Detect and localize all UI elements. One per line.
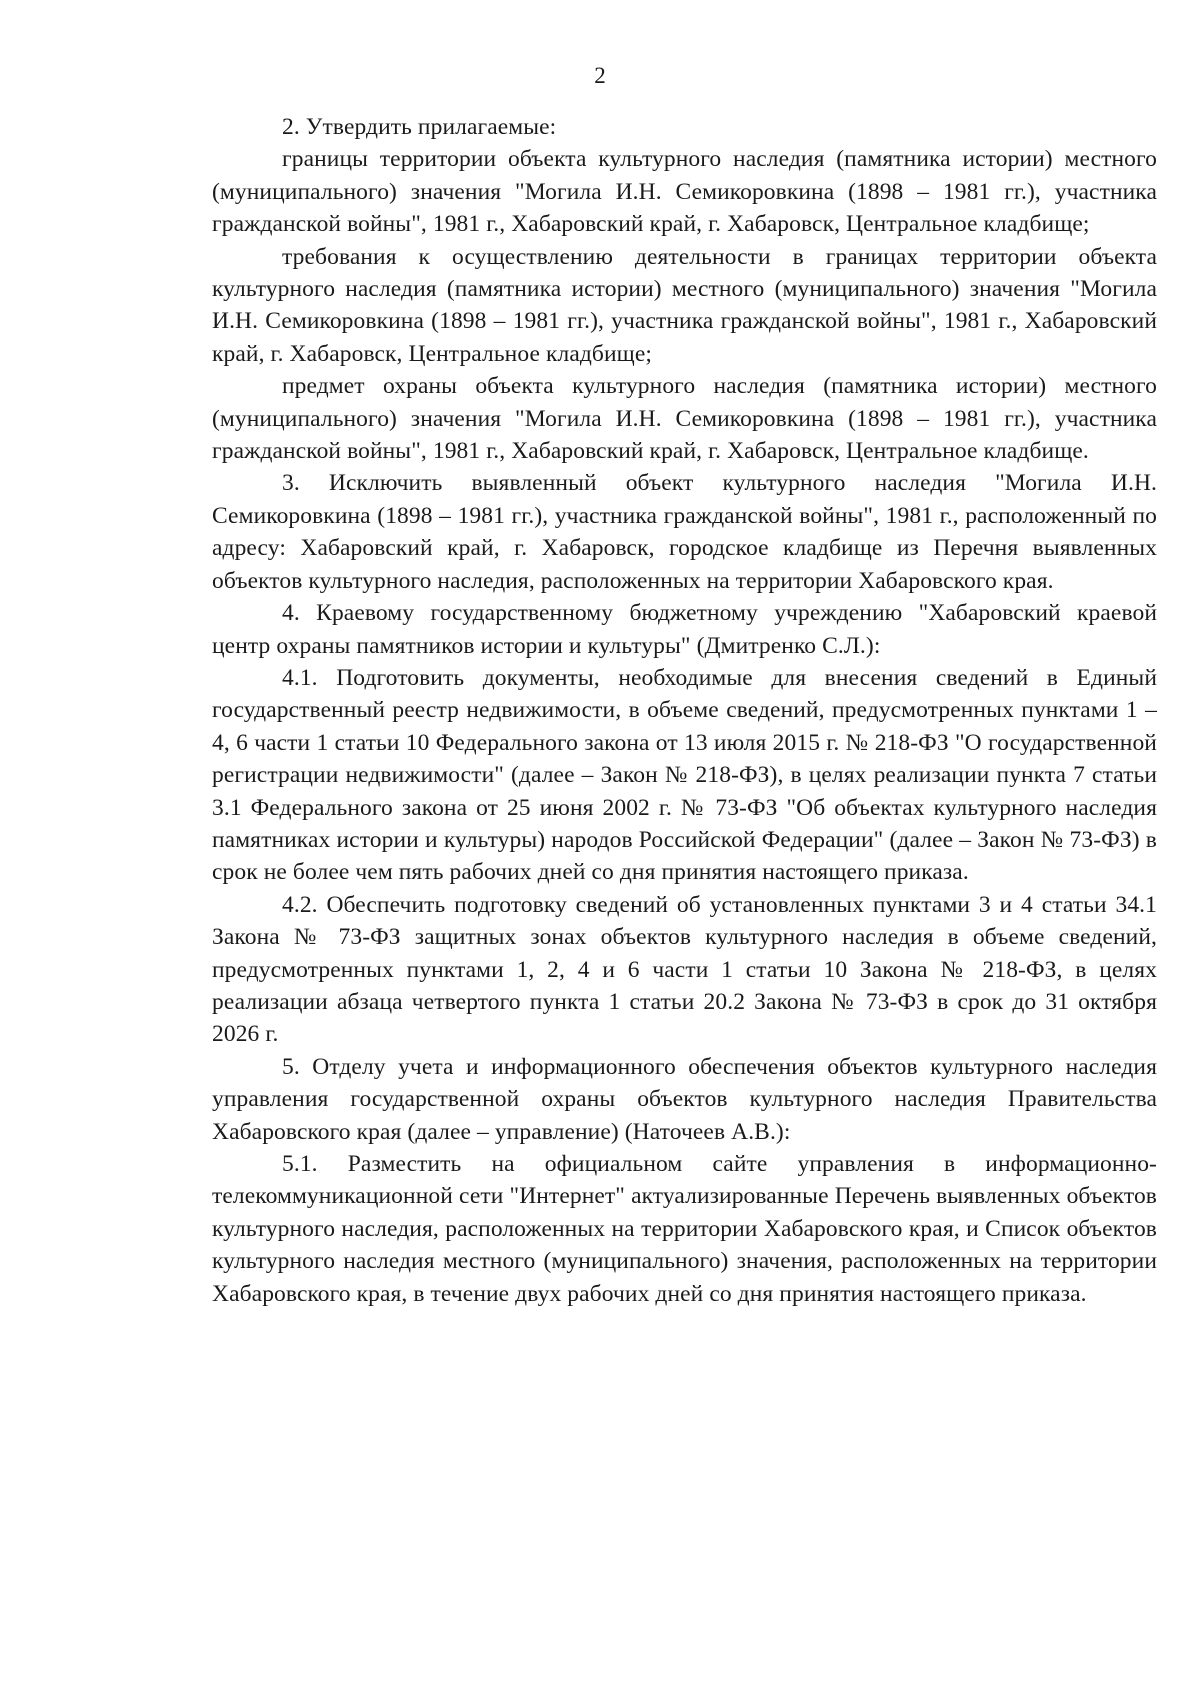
document-body (212, 111, 1157, 1310)
item-5-1-publish-online: 5.1. Разместить на официальном сайте управления в информационно-телекоммуникационной сети "Интернет" актуализированные Перечень выявленных объектов культурного наследия, расположенных на территории Хабаровского края, и Список объектов культурного наследия местного (муниципального) значения, расположенных на территории Хабаровского края, в течение двух рабочих дней со дня принятия настоящего приказа. (212, 1151, 1157, 1307)
item-2-territory-boundaries: границы территории объекта культурного наследия (памятника истории) местного (муниципального) значения "Могила И.Н. Семикоровкина (1898 – 1981 гг.), участника гражданской войны", 1981 г., Хабаровский край, г. Хабаровск, Центральное кладбище; (212, 146, 1157, 238)
item-2-heading: 2. Утвердить прилагаемые: (282, 114, 557, 140)
item-3-exclusion: 3. Исключить выявленный объект культурного наследия "Могила И.Н. Семикоровкина (1898 – 1981 гг.), участника гражданской войны", 1981 г., расположенный по адресу: Хабаровский край, г. Хабаровск, городское кладбище из Перечня выявленных объектов культурного наследия, расположенных на территории Хабаровского края. (212, 470, 1157, 594)
page-number: 2 (594, 63, 606, 88)
item-2-protection-subject: предмет охраны объекта культурного наследия (памятника истории) местного (муниципального) значения "Могила И.Н. Семикоровкина (1898 – 1981 гг.), участника гражданской войны", 1981 г., Хабаровский край, г. Хабаровск, Центральное кладбище. (212, 373, 1157, 465)
item-2-activity-requirements: требования к осуществлению деятельности в границах территории объекта культурного наследия (памятника истории) местного (муниципального) значения "Могила И.Н. Семикоровкина (1898 – 1981 гг.), участника гражданской войны", 1981 г., Хабаровский край, г. Хабаровск, Центральное кладбище; (212, 243, 1157, 367)
item-5-accounting-department: 5. Отделу учета и информационного обеспечения объектов культурного наследия управления государственной охраны объектов культурного наследия Правительства Хабаровского края (далее – управление) (Наточеев А.В.): (212, 1053, 1157, 1145)
item-4-2-protective-zones: 4.2. Обеспечить подготовку сведений об установленных пунктами 3 и 4 статьи 34.1 Закона № 73-ФЗ защитных зонах объектов культурного наследия в объеме сведений, предусмотренных пунктами 1, 2, 4 и 6 части 1 статьи 10 Закона № 218-ФЗ, в целях реализации абзаца четвертого пункта 1 статьи 20.2 Закона № 73-ФЗ в срок до 31 октября 2026 г. (212, 891, 1157, 1048)
item-4-1-prepare-documents: 4.1. Подготовить документы, необходимые для внесения сведений в Единый государственный реестр недвижимости, в объеме сведений, предусмотренных пунктами 1 – 4, 6 части 1 статьи 10 Федерального закона от 13 июля 2015 г. № 218-ФЗ "О государственной регистрации недвижимости" (далее – Закон № 218-ФЗ), в целях реализации пункта 7 статьи 3.1 Федерального закона от 25 июня 2002 г. № 73-ФЗ "Об объектах культурного наследия памятниках истории и культуры) народов Российской Федерации" (далее – Закон № 73-ФЗ) в срок не более чем пять рабочих дней со дня принятия настоящего приказа. (212, 664, 1157, 886)
item-4-budget-institution: 4. Краевому государственному бюджетному учреждению "Хабаровский краевой центр охраны памятников истории и культуры" (Дмитренко С.Л.): (212, 600, 1157, 659)
